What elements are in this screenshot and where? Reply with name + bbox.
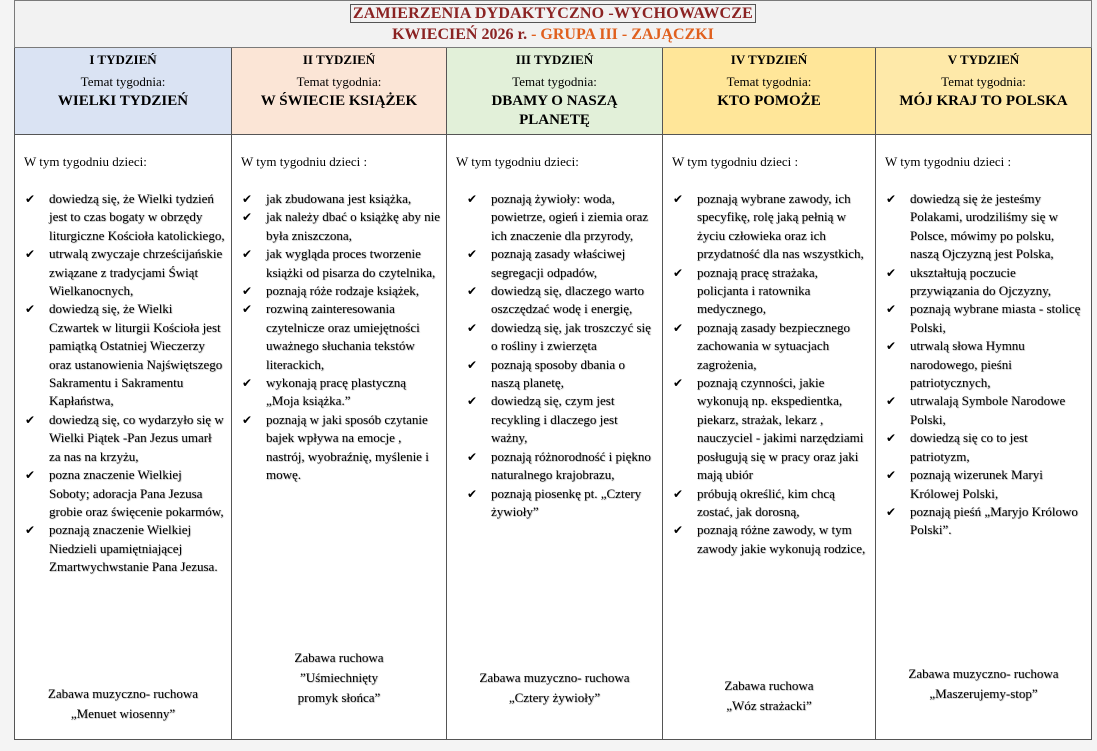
- topic-label: Temat tygodnia:: [296, 74, 382, 89]
- week-column-4: [662, 48, 875, 740]
- list-item: ✔ poznają żywioły: woda, powietrze, ogień i ziemia oraz ich znaczenie dla przyrody,: [467, 191, 649, 243]
- list-item: ✔ ukształtują poczucie przywiązania do Ojczyzny,: [886, 264, 1052, 299]
- checkmark-icon: ✔: [886, 504, 897, 519]
- list-item: ✔ poznają piosenkę pt. „Cztery żywioły”: [467, 485, 642, 519]
- checkmark-icon: ✔: [886, 468, 897, 483]
- checkmark-icon: ✔: [886, 302, 897, 317]
- checkmark-icon: ✔: [467, 486, 478, 501]
- checkmark-icon: ✔: [467, 192, 478, 206]
- list-item: ✔ dowiedzą się, że Wielki Czwartek w liturgii Kościoła jest pamiątką Ostatniej Wieczerzy oraz ustanowienia Najświętszego Sakramentu i Sakramentu Kapłaństwa,: [25, 301, 223, 409]
- list-item: ✔ poznają w jaki sposób czytanie bajek wpływa na emocje , nastrój, wyobraźnię, myślenie i mowę.: [242, 411, 429, 483]
- checkmark-icon: ✔: [886, 431, 897, 446]
- activity: [232, 648, 446, 708]
- checkmark-icon: ✔: [886, 339, 897, 354]
- activity: [876, 664, 1091, 704]
- activity-type: Zabawa ruchowa: [294, 650, 384, 665]
- checkmark-icon: ✔: [467, 247, 478, 262]
- goals-list: [465, 190, 656, 521]
- checkmark-icon: ✔: [242, 210, 253, 225]
- week-title: I TYDZIEŃ: [89, 52, 157, 67]
- week-header: [663, 48, 875, 135]
- checkmark-icon: ✔: [242, 284, 253, 299]
- list-item: ✔ utrwalają Symbole Narodowe Polski,: [886, 393, 1066, 427]
- list-item: ✔ dowiedzą się, dlaczego warto oszczędzać wodę i energię,: [467, 283, 645, 317]
- topic-label: Temat tygodnia:: [726, 74, 812, 89]
- week-header: [876, 48, 1091, 135]
- intro-text: W tym tygodniu dzieci:: [24, 154, 147, 169]
- list-item: ✔ próbują określić, kim chcą zostać, jak dorosną,: [673, 485, 835, 519]
- list-item: ✔ poznają znaczenie Wielkiej Niedzieli upamiętniającej Zmartwychwstanie Pana Jezusa.: [25, 522, 218, 575]
- list-item: ✔ poznają różnorodność i piękno naturalnego krajobrazu,: [467, 448, 651, 483]
- checkmark-icon: ✔: [25, 247, 36, 262]
- checkmark-icon: ✔: [25, 412, 36, 427]
- week-title: II TYDZIEŃ: [302, 52, 376, 67]
- goals-list: [884, 190, 1085, 540]
- list-item: ✔ poznają wybrane zawody, ich specyfikę, rolę jaką pełnią w życiu człowieka oraz ich przydatność dla nas wszystkich,: [673, 191, 864, 262]
- list-item: ✔ dowiedzą się, co wydarzyło się w Wielki Piątek -Pan Jezus umarł za nas na krzyżu,: [25, 411, 224, 464]
- week-title: IV TYDZIEŃ: [730, 52, 808, 67]
- week-column-3: [446, 48, 662, 740]
- list-item: ✔ dowiedzą się, że Wielki tydzień jest to czas bogaty w obrzędy liturgiczne Kościoła katolickiego,: [25, 191, 225, 243]
- checkmark-icon: ✔: [886, 192, 897, 206]
- list-item: ✔ poznają pracę strażaka, policjanta i ratownika medycznego,: [673, 264, 818, 317]
- list-item: ✔ utrwalą zwyczaje chrześcijańskie związane z tradycjami Świąt Wielkanocnych,: [25, 246, 223, 299]
- list-item: ✔ rozwiną zainteresowania czytelnicze oraz umiejętności uważnego słuchania tekstów literackich,: [242, 301, 420, 372]
- checkmark-icon: ✔: [673, 523, 684, 538]
- list-item: ✔ dowiedzą się co to jest patriotyzm,: [886, 430, 1028, 464]
- list-item: ✔ jak należy dbać o książkę aby nie była zniszczona,: [242, 209, 440, 243]
- checkmark-icon: ✔: [673, 192, 684, 206]
- week-title: V TYDZIEŃ: [947, 52, 1020, 67]
- checkmark-icon: ✔: [673, 376, 684, 391]
- week-topic: W ŚWIECIE KSIĄŻEK: [260, 93, 418, 109]
- activity-title: „Maszerujemy-stop”: [929, 686, 1038, 701]
- title-month: KWIECIEŃ 2026 r.: [392, 26, 528, 43]
- list-item: ✔ poznają sposoby dbania o naszą planetę,: [467, 356, 625, 391]
- list-item: ✔ pozna znaczenie Wielkiej Soboty; adoracja Pana Jezusa grobie oraz święcenie pokarmów,: [25, 467, 224, 519]
- activity: [15, 684, 231, 724]
- activity: [447, 668, 662, 708]
- list-item: ✔ dowiedzą się, jak troszczyć się o rośliny i zwierzęta: [467, 319, 651, 354]
- checkmark-icon: ✔: [242, 376, 253, 391]
- topic-label: Temat tygodnia:: [941, 74, 1026, 89]
- list-item: ✔ poznają czynności, jakie wykonują np. ekspedientka, piekarz, strażak, lekarz , nauczyciel - jakimi narzędziami posługują się w pracy oraz jaki mają ubiór: [673, 375, 864, 483]
- intro-text: W tym tygodniu dzieci :: [885, 154, 1012, 169]
- list-item: ✔ dowiedzą się, czym jest recykling i dlaczego jest ważny,: [467, 393, 618, 446]
- week-header: [447, 48, 662, 135]
- checkmark-icon: ✔: [886, 265, 897, 280]
- goals-list: [240, 190, 440, 485]
- activity-title: ”Uśmiechnięty promyk słońca”: [297, 670, 381, 705]
- list-item: ✔ poznają róże rodzaje książek,: [240, 282, 440, 300]
- list-item: ✔ jak zbudowana jest książka,: [240, 190, 440, 208]
- topic-label: Temat tygodnia:: [512, 74, 597, 89]
- checkmark-icon: ✔: [25, 468, 36, 483]
- checkmark-icon: ✔: [673, 265, 684, 280]
- checkmark-icon: ✔: [673, 486, 684, 501]
- week-column-5: [875, 48, 1092, 740]
- activity-type: Zabawa ruchowa: [724, 678, 814, 693]
- checkmark-icon: ✔: [25, 523, 36, 538]
- document-title: [14, 0, 1092, 48]
- activity-type: Zabawa muzyczno- ruchowa: [479, 670, 630, 685]
- week-topic: WIELKI TYDZIEŃ: [57, 93, 189, 109]
- checkmark-icon: ✔: [467, 449, 478, 464]
- checkmark-icon: ✔: [242, 302, 253, 317]
- topic-label: Temat tygodnia:: [80, 74, 166, 89]
- checkmark-icon: ✔: [25, 192, 36, 206]
- intro-text: W tym tygodniu dzieci:: [456, 154, 579, 169]
- list-item: ✔ poznają różne zawody, w tym zawody jakie wykonują rodzice,: [673, 522, 866, 556]
- list-item: ✔ poznają wybrane miasta - stolicę Polski,: [886, 301, 1081, 335]
- week-topic: KTO POMOŻE: [717, 93, 821, 109]
- activity-title: „Wóz strażacki”: [726, 698, 812, 713]
- intro-text: W tym tygodniu dzieci :: [241, 154, 368, 169]
- list-item: ✔ poznają wizerunek Maryi Królowej Polski,: [886, 467, 1043, 501]
- list-item: ✔ poznają zasady bezpiecznego zachowania w sytuacjach zagrożenia,: [673, 319, 851, 372]
- list-item: ✔ wykonają pracę plastyczną „Moja książka.”: [242, 375, 407, 409]
- title-group: - GRUPA III - ZAJĄCZKI: [527, 26, 714, 43]
- activity-title: „Cztery żywioły”: [508, 690, 601, 705]
- goals-list: [23, 190, 225, 577]
- intro-text: W tym tygodniu dzieci :: [672, 154, 799, 169]
- activity: [663, 676, 875, 716]
- list-item: ✔ dowiedzą się że jesteśmy Polakami, urodziliśmy się w Polsce, mówimy po polsku, naszą Ojczyzną jest Polska,: [886, 191, 1059, 262]
- checkmark-icon: ✔: [467, 284, 478, 299]
- week-column-1: [14, 48, 231, 740]
- activity-type: Zabawa muzyczno- ruchowa: [908, 666, 1059, 681]
- week-header: [232, 48, 446, 135]
- list-item: ✔ jak wygląda proces tworzenie książki od pisarza do czytelnika,: [242, 246, 436, 280]
- week-title: III TYDZIEŃ: [515, 52, 594, 67]
- activity-title: „Menuet wiosenny”: [70, 706, 176, 721]
- checkmark-icon: ✔: [467, 357, 478, 372]
- checkmark-icon: ✔: [673, 320, 684, 335]
- checkmark-icon: ✔: [242, 412, 253, 427]
- goals-list: [671, 190, 869, 558]
- plan-sheet: [14, 0, 1092, 740]
- week-topic: DBAMY O NASZĄ PLANETĘ: [491, 93, 618, 128]
- list-item: ✔ poznają zasady właściwej segregacji odpadów,: [467, 246, 626, 280]
- checkmark-icon: ✔: [242, 192, 253, 206]
- checkmark-icon: ✔: [25, 302, 36, 317]
- list-item: ✔ utrwalą słowa Hymnu narodowego, pieśni patriotycznych,: [886, 338, 1025, 391]
- week-topic: MÓJ KRAJ TO POLSKA: [899, 93, 1068, 109]
- checkmark-icon: ✔: [467, 394, 478, 409]
- list-item: ✔ poznają pieśń „Maryjo Królowo Polski”.: [886, 503, 1078, 538]
- checkmark-icon: ✔: [886, 394, 897, 409]
- title-line-1: ZAMIERZENIA DYDAKTYCZNO -WYCHOWAWCZE: [350, 4, 756, 23]
- week-column-2: [231, 48, 446, 740]
- checkmark-icon: ✔: [467, 320, 478, 335]
- checkmark-icon: ✔: [242, 247, 253, 262]
- activity-type: Zabawa muzyczno- ruchowa: [47, 686, 199, 701]
- week-header: [15, 48, 231, 135]
